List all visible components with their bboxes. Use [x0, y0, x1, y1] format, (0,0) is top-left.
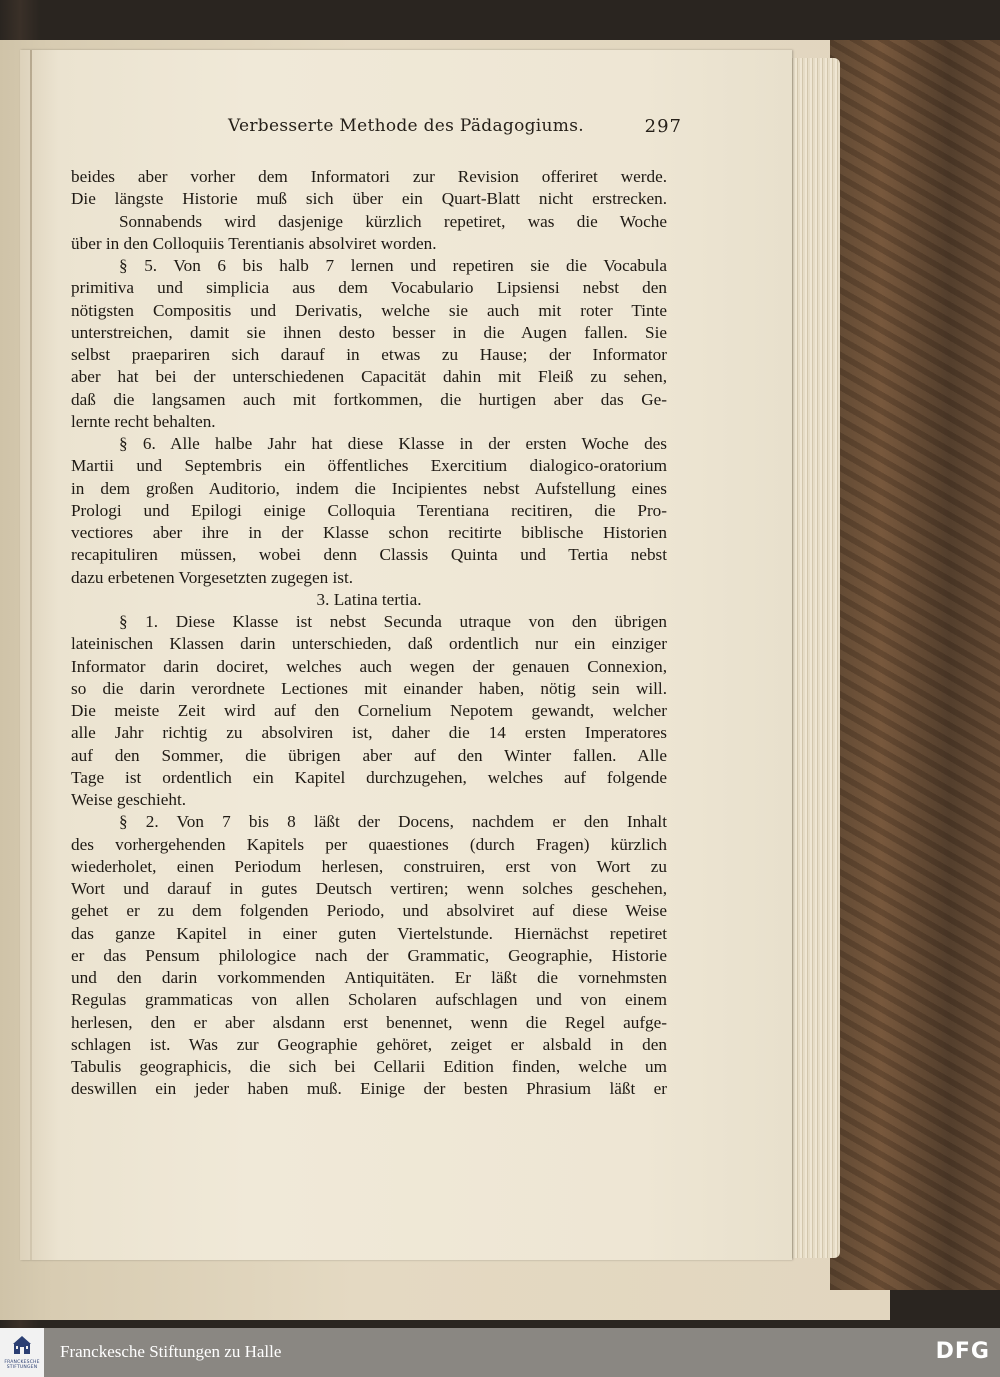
- book-cover: [830, 40, 1000, 1290]
- page-number: 297: [644, 116, 682, 137]
- gutter: [30, 50, 32, 1260]
- text-line: nötigsten Compositis und Derivatis, welche sie auch mit roter Tinte: [71, 300, 667, 320]
- text-line: schlagen ist. Was zur Geographie gehöret, zeiget er alsbald in den: [71, 1034, 667, 1054]
- logo-text: FRANCKESCHE STIFTUNGEN: [4, 1360, 40, 1370]
- text-line: und den darin vorkommenden Antiquitäten. Er läßt die vornehmsten: [71, 968, 667, 987]
- text-line: daß die langsamen auch mit fortkommen, die hurtigen aber das Ge-: [71, 389, 667, 409]
- text-line: Weise geschieht.: [71, 790, 187, 809]
- text-line: lateinischen Klassen darin unterschieden, daß ordentlich nur ein einziger: [71, 634, 667, 654]
- text-line: Martii und Septembris ein öffentliches Exercitium dialogico-oratorium: [71, 456, 667, 476]
- text-line: Tage ist ordentlich ein Kapitel durchzugehen, welches auf folgende: [71, 767, 667, 787]
- text-line: das ganze Kapitel in einer guten Viertelstunde. Hiernächst repetiret: [71, 923, 667, 943]
- body-text: [71, 166, 667, 1101]
- dfg-logo[interactable]: DFG: [935, 1339, 990, 1364]
- text-line: deswillen ein jeder haben muß. Einige der besten Phrasium läßt er: [71, 1079, 667, 1099]
- text-line: dazu erbetenen Vorgesetzten zugegen ist.: [71, 567, 354, 587]
- text-line: recapituliren müssen, wobei denn Classis Quinta und Tertia nebst: [71, 545, 667, 565]
- section-heading: 3. Latina tertia.: [316, 589, 422, 609]
- text-line: über in den Colloquiis Terentianis absolviret worden.: [71, 233, 437, 253]
- text-line: Die meiste Zeit wird auf den Cornelium Nepotem gewandt, welcher: [71, 701, 667, 720]
- text-line: des vorhergehenden Kapitels per quaestiones (durch Fragen) kürzlich: [71, 834, 667, 854]
- text-line: auf den Sommer, die übrigen aber auf den Winter fallen. Alle: [71, 745, 667, 765]
- text-line: Tabulis geographicis, die sich bei Cellarii Edition finden, welche um: [71, 1057, 667, 1076]
- text-line: aber hat bei der unterschiedenen Capacität dahin mit Fleiß zu sehen,: [71, 367, 667, 387]
- text-line: Prologi und Epilogi einige Colloquia Terentiana recitiren, die Pro-: [71, 500, 667, 520]
- text-line: § 6. Alle halbe Jahr hat diese Klasse in der ersten Woche des: [119, 434, 667, 453]
- text-line: in dem großen Auditorio, indem die Incipientes nebst Aufstellung eines: [71, 478, 667, 498]
- text-line: Wort und darauf in gutes Deutsch vertiren; wenn solches geschehen,: [71, 879, 667, 898]
- running-head: [78, 116, 682, 138]
- text-line: § 2. Von 7 bis 8 läßt der Docens, nachdem er den Inhalt: [119, 812, 667, 832]
- text-line: alle Jahr richtig zu absolviren ist, daher die 14 ersten Imperatores: [71, 723, 667, 743]
- text-line: unterstreichen, damit sie ihnen desto besser in die Augen fallen. Sie: [71, 322, 667, 342]
- text-line: vectiores aber ihre in der Klasse schon recitirte biblische Historien: [71, 523, 667, 542]
- text-line: Sonnabends wird dasjenige kürzlich repetiret, was die Woche: [119, 211, 667, 231]
- text-line: er das Pensum philologice nach der Grammatic, Geographie, Historie: [71, 945, 667, 965]
- text-line: gehet er zu dem folgenden Periodo, und absolviret auf diese Weise: [71, 901, 667, 921]
- text-line: wiederholet, einen Periodum herlesen, construiren, erst von Wort zu: [71, 856, 667, 876]
- text-line: lernte recht behalten.: [71, 411, 216, 431]
- text-line: § 5. Von 6 bis halb 7 lernen und repetiren sie die Vocabula: [119, 256, 667, 275]
- running-head-title: Verbesserte Methode des Pädagogiums.: [228, 116, 584, 136]
- text-line: selbst praepariren sich darauf in etwas zu Hause; der Informator: [71, 345, 667, 364]
- text-line: primitiva und simplicia aus dem Vocabulario Lipsiensi nebst den: [71, 278, 667, 298]
- institution-name[interactable]: Franckesche Stiftungen zu Halle: [60, 1342, 282, 1361]
- orphanage-building-icon: [12, 1334, 32, 1356]
- book-page: [20, 50, 792, 1260]
- text-line: herlesen, den er aber alsdann erst benennet, wenn die Regel aufge-: [71, 1012, 667, 1032]
- text-line: Informator darin dociret, welches auch wegen der genauen Connexion,: [71, 656, 667, 676]
- text-line: Die längste Historie muß sich über ein Quart-Blatt nicht erstrecken.: [71, 189, 667, 209]
- text-line: beides aber vorher dem Informatori zur Revision offeriret werde.: [71, 167, 667, 186]
- institution-logo[interactable]: [0, 1328, 44, 1377]
- text-line: Regulas grammaticas von allen Scholaren aufschlagen und von einem: [71, 990, 667, 1010]
- text-line: § 1. Diese Klasse ist nebst Secunda utraque von den übrigen: [119, 612, 667, 631]
- text-line: so die darin verordnete Lectiones mit einander haben, nötig sein will.: [71, 678, 667, 698]
- footer-bar: [0, 1328, 1000, 1377]
